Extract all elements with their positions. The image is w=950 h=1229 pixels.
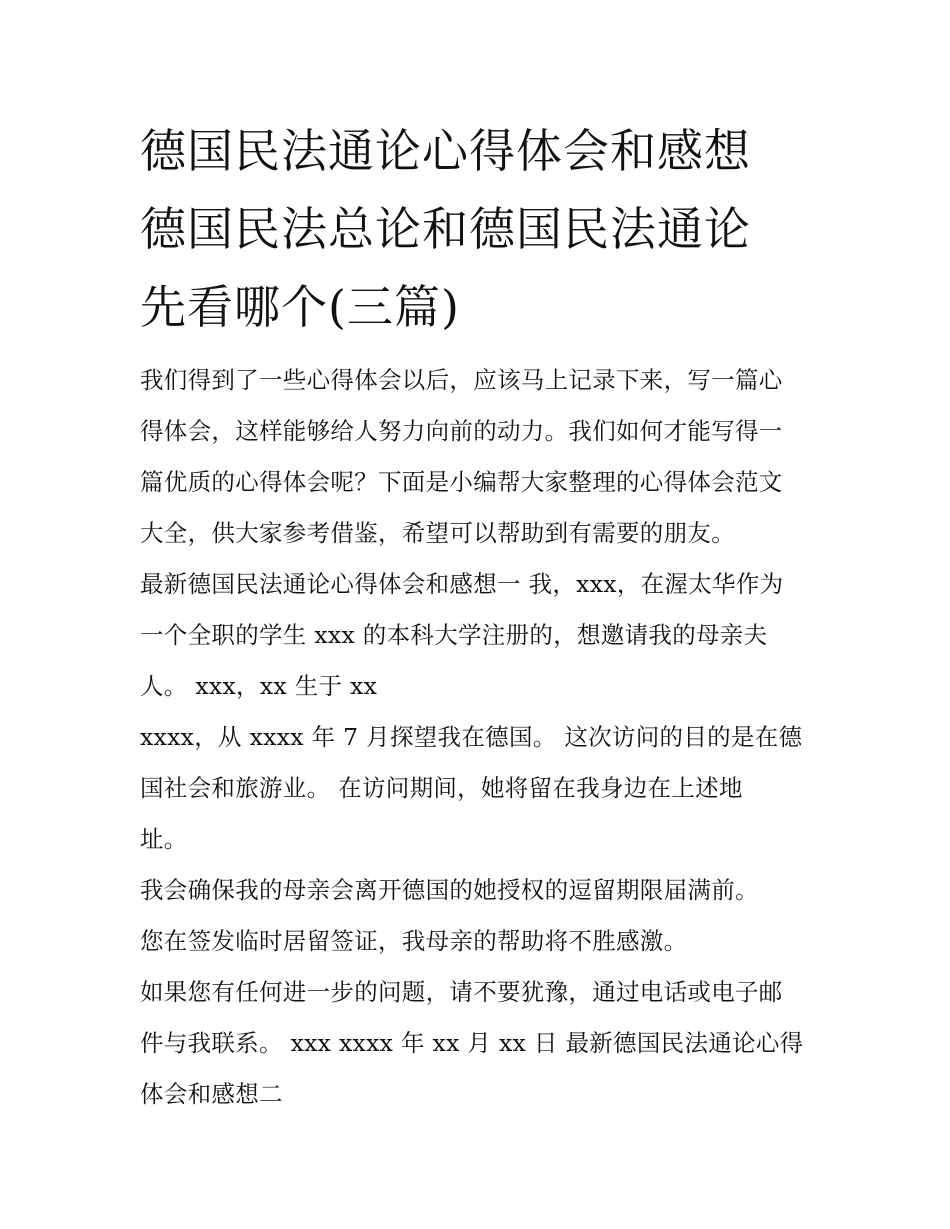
body-line: 篇优质的心得体会呢？下面是小编帮大家整理的心得体会范文 bbox=[140, 468, 783, 496]
body-line: 人。 xxx，xx 生于 xx bbox=[140, 672, 378, 700]
body-line: 国社会和旅游业。 在访问期间，她将留在我身边在上述地 bbox=[140, 774, 743, 802]
body-line: 我们得到了一些心得体会以后，应该马上记录下来，写一篇心 bbox=[140, 366, 783, 394]
title-line: 德国民法通论心得体会和感想 bbox=[140, 124, 751, 178]
body-line: 体会和感想二 bbox=[140, 1080, 283, 1108]
body-line: 您在签发临时居留签证，我母亲的帮助将不胜感激。 bbox=[140, 927, 688, 955]
body-line: 如果您有任何进一步的问题，请不要犹豫，通过电话或电子邮 bbox=[140, 978, 783, 1006]
body-line: 最新德国民法通论心得体会和感想一 我，xxx，在渥太华作为 bbox=[140, 570, 784, 598]
document-body bbox=[140, 355, 830, 1120]
body-line: 址。 bbox=[140, 825, 188, 853]
body-line: 我会确保我的母亲会离开德国的她授权的逗留期限届满前。 bbox=[140, 876, 759, 904]
body-line: 件与我联系。 xxx xxxx 年 xx 月 xx 日 最新德国民法通论心得 bbox=[140, 1029, 804, 1057]
body-line: 大全，供大家参考借鉴，希望可以帮助到有需要的朋友。 bbox=[140, 519, 735, 547]
body-line: 得体会，这样能够给人努力向前的动力。我们如何才能写得一 bbox=[140, 417, 783, 445]
document-title bbox=[140, 112, 820, 346]
title-line: 德国民法总论和德国民法通论 bbox=[140, 202, 751, 256]
body-line: xxxx，从 xxxx 年 7 月探望我在德国。 这次访问的目的是在德 bbox=[140, 723, 803, 751]
title-line: 先看哪个(三篇) bbox=[140, 280, 460, 334]
body-line: 一个全职的学生 xxx 的本科大学注册的，想邀请我的母亲夫 bbox=[140, 621, 768, 649]
